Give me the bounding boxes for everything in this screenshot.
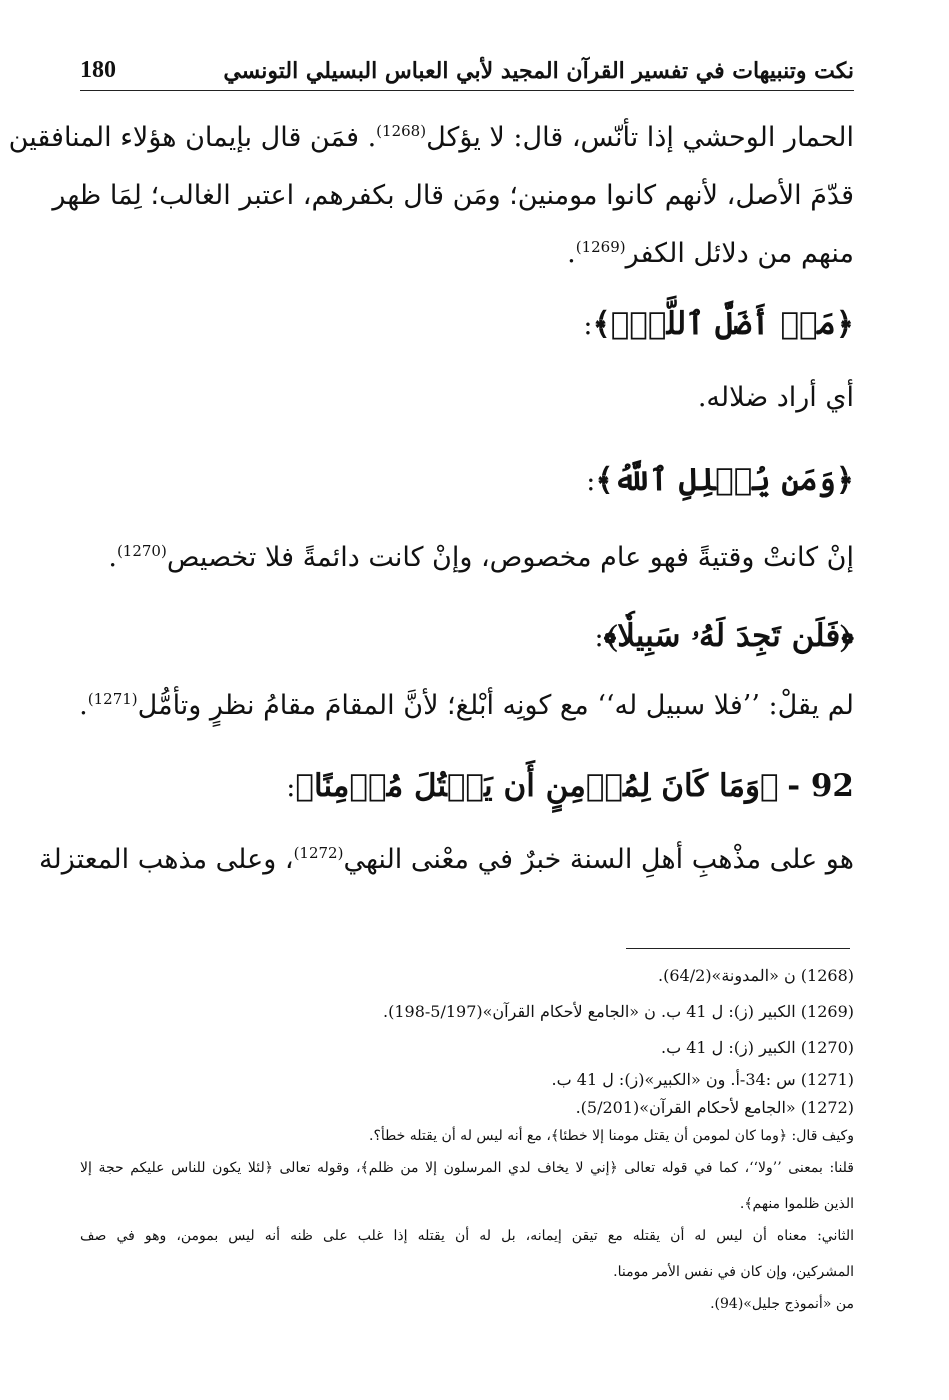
footnote-note: قلنا: بمعنى ’’ولا‘‘، كما في قوله تعالى ﴿إني لا يخاف لدي المرسلون إلا من ظلم﴾، وقوله تعالى ﴿لئلا يكون للناس عليكم حجة إلا: [80, 1160, 854, 1176]
footnote-ref[interactable]: (1272): [293, 844, 344, 862]
footnote-ref[interactable]: (1271): [87, 690, 138, 708]
paragraph-line: أي أراد ضلاله.: [697, 382, 854, 413]
quran-verse: ﴿مَنۡ أَضَلَّ ٱللَّهُۖ﴾: [592, 306, 854, 342]
footnote-1270: (1270) الكبير (ز): ل 41 ب.: [660, 1038, 854, 1057]
verse-heading: ﴿مَنۡ أَضَلَّ ٱللَّهُۖ﴾:: [583, 306, 854, 342]
running-title: نكت وتنبيهات في تفسير القرآن المجيد لأبي العباس البسيلي التونسي: [223, 58, 854, 84]
footnote-note: المشركين، وإن كان في نفس الأمر مومنا.: [613, 1264, 854, 1280]
footnote-ref[interactable]: (1270): [116, 542, 167, 560]
quran-verse: ﴿فَلَن تَجِدَ لَهُۥ سَبِيلٗا﴾: [603, 618, 854, 654]
paragraph-line: منهم من دلائل الكفر$^{(1269)}$.: [567, 238, 854, 269]
verse-number: 92 -: [787, 768, 854, 804]
footnote-note: الثاني: معناه أن ليس له أن يقتله مع تيقن إيمانه، بل له أن يقتله إذا غلب على ظنه أنه ليس بمومن، وهو في صف: [80, 1228, 854, 1244]
footnote-1269: (1269) الكبير (ز): ل 41 ب. ن «الجامع لأحكام القرآن»(5/197-198).: [383, 1002, 854, 1021]
footnote-note: الذين ظلموا منهم﴾.: [739, 1196, 854, 1212]
paragraph-line: قدّمَ الأصل، لأنهم كانوا مومنين؛ ومَن قال بكفرهم، اعتبر الغالب؛ لِمَا ظهر: [52, 180, 854, 211]
page-number: 180: [80, 57, 116, 83]
footnote-1272: (1272) «الجامع لأحكام القرآن»(5/201).: [575, 1098, 854, 1117]
paragraph-line: إنْ كانتْ وقتيةً فهو عام مخصوص، وإنْ كانت دائمةً فلا تخصيص$^{(1270)}$.: [108, 542, 854, 573]
footnote-note: وكيف قال: ﴿وما كان لمومن أن يقتل مومنا إلا خطئا﴾، مع أنه ليس له أن يقتله خطأ؟.: [369, 1128, 854, 1144]
verse-heading: 92 - ﴿وَمَا كَانَ لِمُؤۡمِنٍ أَن يَقۡتُلَ مُؤۡمِنًا﴾:: [286, 768, 854, 804]
quran-verse: ﴿وَمَن يُضۡلِلِ ٱللَّهُ﴾: [595, 462, 854, 498]
footnote-separator: [626, 948, 850, 949]
footnote-1271: (1271) س :34-أ. ون «الكبير»(ز): ل 41 ب.: [551, 1070, 854, 1089]
footnote-source: من «أنموذج جليل»(94).: [710, 1296, 854, 1312]
footnote-1268: (1268) ن «المدونة»(64/2).: [658, 966, 854, 985]
quran-verse: ﴿وَمَا كَانَ لِمُؤۡمِنٍ أَن يَقۡتُلَ مُؤۡمِنًا﴾: [295, 768, 779, 804]
footnote-ref[interactable]: (1268): [376, 122, 427, 140]
verse-heading: ﴿فَلَن تَجِدَ لَهُۥ سَبِيلٗا﴾:: [594, 618, 854, 654]
footnote-ref[interactable]: (1269): [575, 238, 626, 256]
paragraph-line: هو على مذْهبِ أهلِ السنة خبرٌ في معْنى النهي$^{(1272)}$، وعلى مذهب المعتزلة: [39, 844, 854, 875]
verse-heading: ﴿وَمَن يُضۡلِلِ ٱللَّهُ﴾:: [586, 462, 854, 498]
page-header: [80, 40, 854, 91]
paragraph-line: لم يقلْ: ’’فلا سبيل له‘‘ مع كونِه أبْلغ؛ لأنَّ المقامَ مقامُ نظرٍ وتأمُّل$^{(1271)}$.: [79, 690, 854, 721]
paragraph-line: الحمار الوحشي إذا تأنّس، قال: لا يؤكل$^{(1268)}$. فمَن قال بإيمان هؤلاء المنافقين: [8, 122, 854, 153]
